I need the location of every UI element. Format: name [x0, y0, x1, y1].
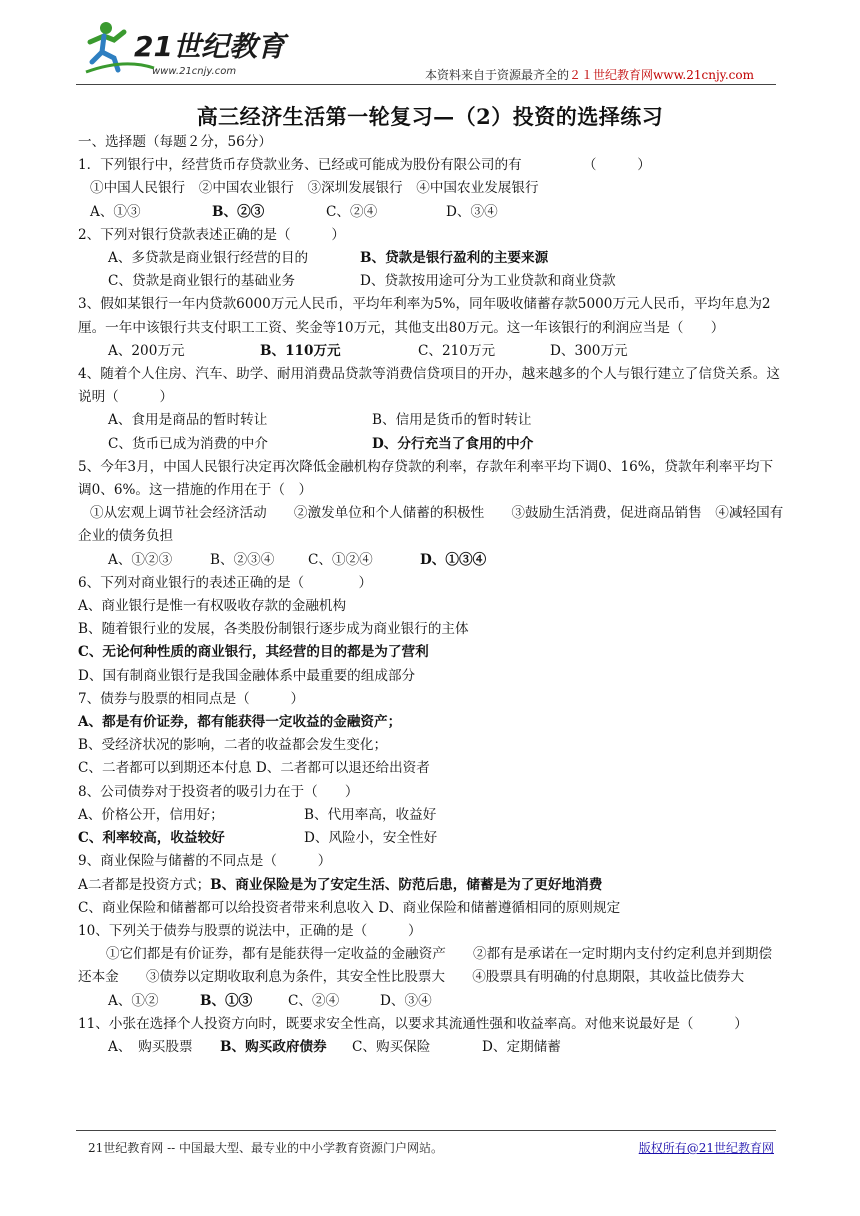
- question-5-items: ①从宏观上调节社会经济活动 ②激发单位和个人储蓄的积极性 ③鼓励生活消费，促进商品销售 ④减轻国有企业的债务负担: [78, 505, 784, 545]
- question-1-options: A、①③ B、②③ C、②④ D、③④: [90, 203, 498, 220]
- section-heading: 一、选择题（每题２分，56分）: [78, 134, 273, 150]
- question-11-stem: 11、小张在选择个人投资方向时，既要求安全性高，以要求其流通性强和收益率高。对他来说最好是（ ）: [78, 1015, 748, 1032]
- copyright-link[interactable]: 版权所有@21世纪教育网: [638, 1141, 774, 1155]
- question-6-option-d: D、国有制商业银行是我国金融体系中最重要的组成部分: [78, 667, 416, 684]
- question-5-stem: 5、今年3月，中国人民银行决定再次降低金融机构存贷款的利率，存款年利率平均下调0、16%，贷款年利率平均下调0、6%。这一措施的作用在于（ ）: [78, 458, 774, 499]
- header-divider: [76, 84, 776, 85]
- question-1-stem: 1．下列银行中，经营货币存贷款业务、已经或可能成为股份有限公司的有 （ ）: [78, 157, 651, 174]
- header-note: 本资料来自于资源最齐全的２１世纪教育网www.21cnjy.com: [425, 68, 754, 82]
- logo-text: 21世纪教育: [134, 30, 285, 63]
- question-10-items: ①它们都是有价证券，都有是能获得一定收益的金融资产 ②都有是承诺在一定时期内支付约定利息并到期偿还本金 ③债券以定期收取利息为条件，其安全性比股票大 ④股票具有明确的付息期限，其收益比债券大: [78, 946, 773, 986]
- question-4-options-cd: C、货币已成为消费的中介 D、分行充当了食用的中介: [108, 435, 534, 452]
- footer-text: 21世纪教育网 -- 中国最大型、最专业的中小学教育资源门户网站。: [88, 1141, 444, 1155]
- page-title: 高三经济生活第一轮复习—（2）投资的选择练习: [196, 104, 664, 129]
- question-8-stem: 8、公司债券对于投资者的吸引力在于（ ）: [78, 783, 359, 800]
- question-2-stem: 2、下列对银行贷款表述正确的是（ ）: [78, 226, 345, 243]
- question-3-stem: 3、假如某银行一年内贷款6000万元人民币，平均年利率为5%，同年吸收储蓄存款5000万元人民币，平均年息为2厘。一年中该银行共支付职工工资、奖金等10万元，其他支出80万元。这一年该银行的利润应当是（ ）: [78, 296, 771, 336]
- question-9-stem: 9、商业保险与储蓄的不同点是（ ）: [78, 853, 332, 870]
- question-2-options-ab: A、多贷款是商业银行经营的目的 B、贷款是银行盈利的主要来源: [108, 250, 549, 267]
- question-10-stem: 10、下列关于债券与股票的说法中，正确的是（ ）: [78, 922, 422, 939]
- question-8-options-ab: A、价格公开，信用好； B、代用率高，收益好: [78, 806, 437, 823]
- question-6-option-a: A、商业银行是惟一有权吸收存款的金融机构: [78, 598, 347, 615]
- question-1-items: ①中国人民银行 ②中国农业银行 ③深圳发展银行 ④中国农业发展银行: [90, 180, 539, 197]
- page-header: [0, 0, 860, 90]
- question-6-option-b: B、随着银行业的发展，各类股份制银行逐步成为商业银行的主体: [78, 621, 469, 638]
- question-6-option-c: C、无论何种性质的商业银行，其经营的目的都是为了营利: [78, 644, 429, 661]
- question-9-options-ab: A二者都是投资方式；B、商业保险是为了安定生活、防范后患，储蓄是为了更好地消费: [78, 876, 603, 893]
- question-7-options-cd: C、二者都可以到期还本付息 D、二者都可以退还给出资者: [78, 760, 430, 777]
- question-7-option-b: B、受经济状况的影响，二者的收益都会发生变化；: [78, 737, 388, 754]
- question-7-stem: 7、债券与股票的相同点是（ ）: [78, 690, 305, 707]
- question-6-stem: 6、下列对商业银行的表述正确的是（ ）: [78, 574, 373, 591]
- logo: [84, 18, 294, 80]
- question-7-option-a: A、都是有价证券，都有能获得一定收益的金融资产；: [78, 714, 402, 731]
- question-9-options-cd: C、商业保险和储蓄都可以给投资者带来利息收入 D、商业保险和储蓄遵循相同的原则规定: [78, 899, 621, 916]
- question-list: [78, 131, 784, 1059]
- question-2-options-cd: C、贷款是商业银行的基础业务 D、贷款按用途可分为工业贷款和商业贷款: [108, 273, 616, 290]
- question-4-options-ab: A、食用是商品的暂时转让 B、信用是货币的暂时转让: [108, 412, 532, 429]
- question-11-options: A、 购买股票 B、购买政府债券 C、购买保险 D、定期储蓄: [108, 1038, 561, 1055]
- question-10-options: A、①② B、①③ C、②④ D、③④: [108, 992, 432, 1009]
- logo-url: www.21cnjy.com: [152, 66, 237, 77]
- question-3-options: A、200万元 B、110万元 C、210万元 D、300万元: [108, 342, 628, 359]
- footer-divider: [76, 1130, 776, 1131]
- question-8-options-cd: C、利率较高，收益较好 D、风险小，安全性好: [78, 830, 438, 847]
- question-5-options: A、①②③ B、②③④ C、①②④ D、①③④: [108, 551, 487, 568]
- question-4-stem: 4、随着个人住房、汽车、助学、耐用消费品贷款等消费信贷项目的开办，越来越多的个人与银行建立了信贷关系。这说明（ ）: [78, 366, 780, 406]
